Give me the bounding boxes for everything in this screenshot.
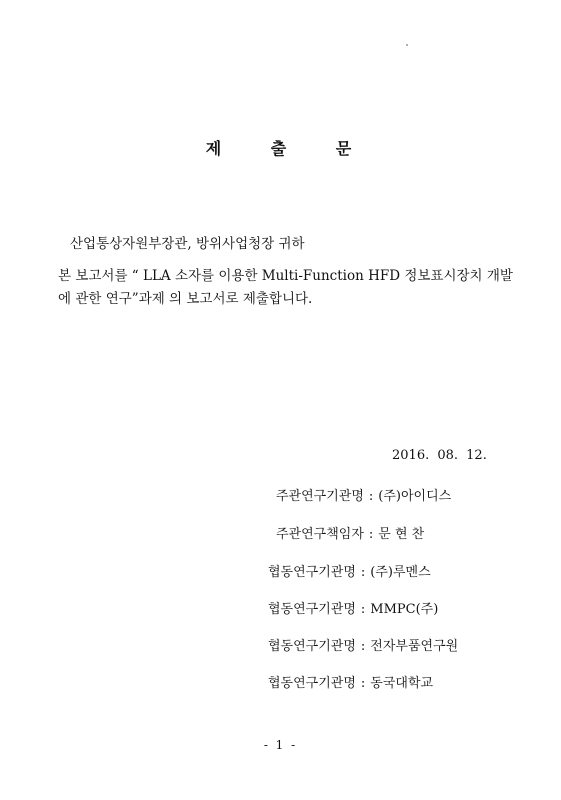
org-value: (주)루멘스 <box>370 565 431 580</box>
org-value: 전자부품연구원 <box>370 639 459 654</box>
org-row-cooperating-institution <box>268 635 458 654</box>
org-separator: : <box>360 602 366 617</box>
submission-date: 2016. 08. 12. <box>392 448 487 463</box>
scan-speck <box>406 44 408 46</box>
org-row-cooperating-institution <box>268 598 438 617</box>
org-separator: : <box>368 527 374 542</box>
org-row-cooperating-institution <box>268 561 431 580</box>
org-label: 협동연구기관명 <box>268 639 356 654</box>
org-value: MMPC(주) <box>370 602 439 617</box>
org-separator: : <box>360 639 366 654</box>
body-text-line-2: 에 관한 연구”과제 의 보고서로 제출합니다. <box>58 291 313 307</box>
org-row-lead-institution <box>276 485 451 504</box>
org-label: 협동연구기관명 <box>268 676 356 691</box>
org-separator: : <box>360 676 366 691</box>
org-value: 동국대학교 <box>370 676 434 691</box>
org-value: 문 현 찬 <box>378 527 425 542</box>
org-label: 주관연구책임자 <box>276 527 364 542</box>
org-separator: : <box>360 565 366 580</box>
page-number: - 1 - <box>263 738 298 752</box>
org-row-cooperating-institution <box>268 672 433 691</box>
org-row-lead-researcher <box>276 523 424 542</box>
body-text-line-1: 본 보고서를 “ LLA 소자를 이용한 Multi-Function HFD 정보표시장치 개발 <box>58 268 513 284</box>
recipient-line: 산업통상자원부장관, 방위사업청장 귀하 <box>70 236 305 252</box>
org-separator: : <box>368 489 374 504</box>
org-label: 협동연구기관명 <box>268 565 356 580</box>
org-label: 주관연구기관명 <box>276 489 364 504</box>
org-value: (주)아이디스 <box>378 489 452 504</box>
document-title: 제 출 문 <box>205 139 374 158</box>
org-label: 협동연구기관명 <box>268 602 356 617</box>
